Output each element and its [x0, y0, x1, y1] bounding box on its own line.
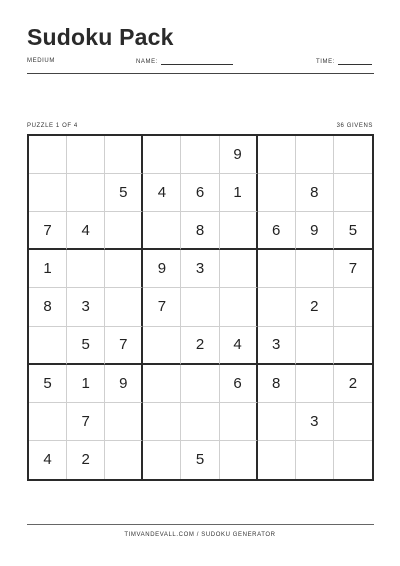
sudoku-cell[interactable] — [334, 403, 372, 441]
sudoku-cell[interactable]: 7 — [334, 250, 372, 288]
sudoku-cell[interactable]: 8 — [29, 288, 67, 326]
sudoku-cell[interactable] — [181, 365, 219, 403]
sudoku-cell[interactable]: 7 — [105, 327, 143, 365]
sudoku-cell[interactable] — [334, 174, 372, 212]
sudoku-cell[interactable]: 1 — [29, 250, 67, 288]
sudoku-cell[interactable] — [29, 403, 67, 441]
footer-credit: TIMVANDEVALL.COM / SUDOKU GENERATOR — [124, 532, 276, 538]
name-field[interactable] — [136, 58, 233, 65]
sudoku-cell[interactable] — [296, 327, 334, 365]
sudoku-cell[interactable] — [334, 136, 372, 174]
sudoku-cell[interactable] — [258, 441, 296, 479]
sudoku-cell[interactable]: 7 — [143, 288, 181, 326]
sudoku-cell[interactable] — [143, 212, 181, 250]
sudoku-cell[interactable] — [296, 136, 334, 174]
sudoku-grid — [27, 134, 374, 481]
sudoku-cell[interactable] — [220, 212, 258, 250]
sudoku-cell[interactable]: 2 — [67, 441, 105, 479]
sudoku-cell[interactable]: 9 — [143, 250, 181, 288]
sudoku-cell[interactable]: 5 — [105, 174, 143, 212]
sudoku-cell[interactable]: 1 — [67, 365, 105, 403]
sudoku-cell[interactable] — [334, 441, 372, 479]
sudoku-cell[interactable]: 8 — [258, 365, 296, 403]
sudoku-cell[interactable] — [181, 288, 219, 326]
sudoku-cell[interactable] — [143, 136, 181, 174]
sudoku-cell[interactable]: 5 — [334, 212, 372, 250]
footer-divider — [27, 524, 374, 525]
sudoku-cell[interactable]: 2 — [334, 365, 372, 403]
sudoku-cell[interactable] — [220, 250, 258, 288]
sudoku-cell[interactable]: 2 — [181, 327, 219, 365]
sudoku-cell[interactable] — [29, 136, 67, 174]
sudoku-cell[interactable]: 4 — [29, 441, 67, 479]
sudoku-cell[interactable]: 9 — [296, 212, 334, 250]
sudoku-cell[interactable] — [143, 403, 181, 441]
sudoku-cell[interactable]: 6 — [258, 212, 296, 250]
time-line — [338, 58, 372, 65]
sudoku-cell[interactable]: 5 — [67, 327, 105, 365]
sudoku-cell[interactable] — [67, 250, 105, 288]
sudoku-cell[interactable] — [181, 403, 219, 441]
sudoku-cell[interactable]: 3 — [67, 288, 105, 326]
page-title: Sudoku Pack — [27, 24, 174, 50]
sudoku-cell[interactable]: 3 — [181, 250, 219, 288]
sudoku-cell[interactable]: 9 — [105, 365, 143, 403]
sudoku-cell[interactable] — [181, 136, 219, 174]
sudoku-cell[interactable]: 3 — [258, 327, 296, 365]
sudoku-cell[interactable]: 3 — [296, 403, 334, 441]
sudoku-cell[interactable] — [105, 212, 143, 250]
sudoku-cell[interactable]: 6 — [181, 174, 219, 212]
sudoku-cell[interactable]: 7 — [29, 212, 67, 250]
time-label: TIME: — [316, 59, 335, 65]
sudoku-cell[interactable]: 7 — [67, 403, 105, 441]
sudoku-cell[interactable]: 5 — [181, 441, 219, 479]
time-field[interactable] — [316, 58, 372, 65]
puzzle-label: PUZZLE 1 OF 4 — [27, 123, 78, 129]
sudoku-cell[interactable] — [296, 441, 334, 479]
difficulty-label: MEDIUM — [27, 58, 55, 64]
sudoku-cell[interactable] — [29, 327, 67, 365]
sudoku-cell[interactable] — [258, 250, 296, 288]
sudoku-cell[interactable] — [67, 174, 105, 212]
sudoku-cell[interactable] — [334, 327, 372, 365]
sudoku-cell[interactable]: 2 — [296, 288, 334, 326]
sudoku-cell[interactable] — [105, 250, 143, 288]
sudoku-cell[interactable]: 4 — [220, 327, 258, 365]
sudoku-cell[interactable] — [220, 441, 258, 479]
sudoku-cell[interactable] — [143, 365, 181, 403]
sudoku-cell[interactable] — [143, 441, 181, 479]
sudoku-cell[interactable]: 8 — [296, 174, 334, 212]
givens-label: 36 GIVENS — [336, 123, 373, 129]
sudoku-cell[interactable] — [29, 174, 67, 212]
sudoku-cell[interactable] — [67, 136, 105, 174]
name-label: NAME: — [136, 59, 159, 65]
sudoku-cell[interactable] — [296, 250, 334, 288]
sudoku-cell[interactable]: 1 — [220, 174, 258, 212]
sudoku-cell[interactable]: 6 — [220, 365, 258, 403]
sudoku-cell[interactable] — [105, 403, 143, 441]
sudoku-cell[interactable] — [334, 288, 372, 326]
sudoku-cell[interactable] — [296, 365, 334, 403]
sudoku-cell[interactable] — [105, 288, 143, 326]
sudoku-cell[interactable]: 9 — [220, 136, 258, 174]
sudoku-cell[interactable]: 8 — [181, 212, 219, 250]
sudoku-cell[interactable] — [258, 288, 296, 326]
header-divider — [27, 73, 374, 74]
sudoku-cell[interactable] — [220, 403, 258, 441]
sudoku-cell[interactable]: 4 — [143, 174, 181, 212]
sudoku-cell[interactable] — [105, 136, 143, 174]
sudoku-cell[interactable]: 5 — [29, 365, 67, 403]
sudoku-cell[interactable] — [105, 441, 143, 479]
sudoku-cell[interactable] — [258, 174, 296, 212]
sudoku-cell[interactable] — [220, 288, 258, 326]
sudoku-cell[interactable] — [258, 403, 296, 441]
sudoku-cell[interactable]: 4 — [67, 212, 105, 250]
sudoku-cell[interactable] — [143, 327, 181, 365]
sudoku-cell[interactable] — [258, 136, 296, 174]
name-line — [161, 58, 233, 65]
